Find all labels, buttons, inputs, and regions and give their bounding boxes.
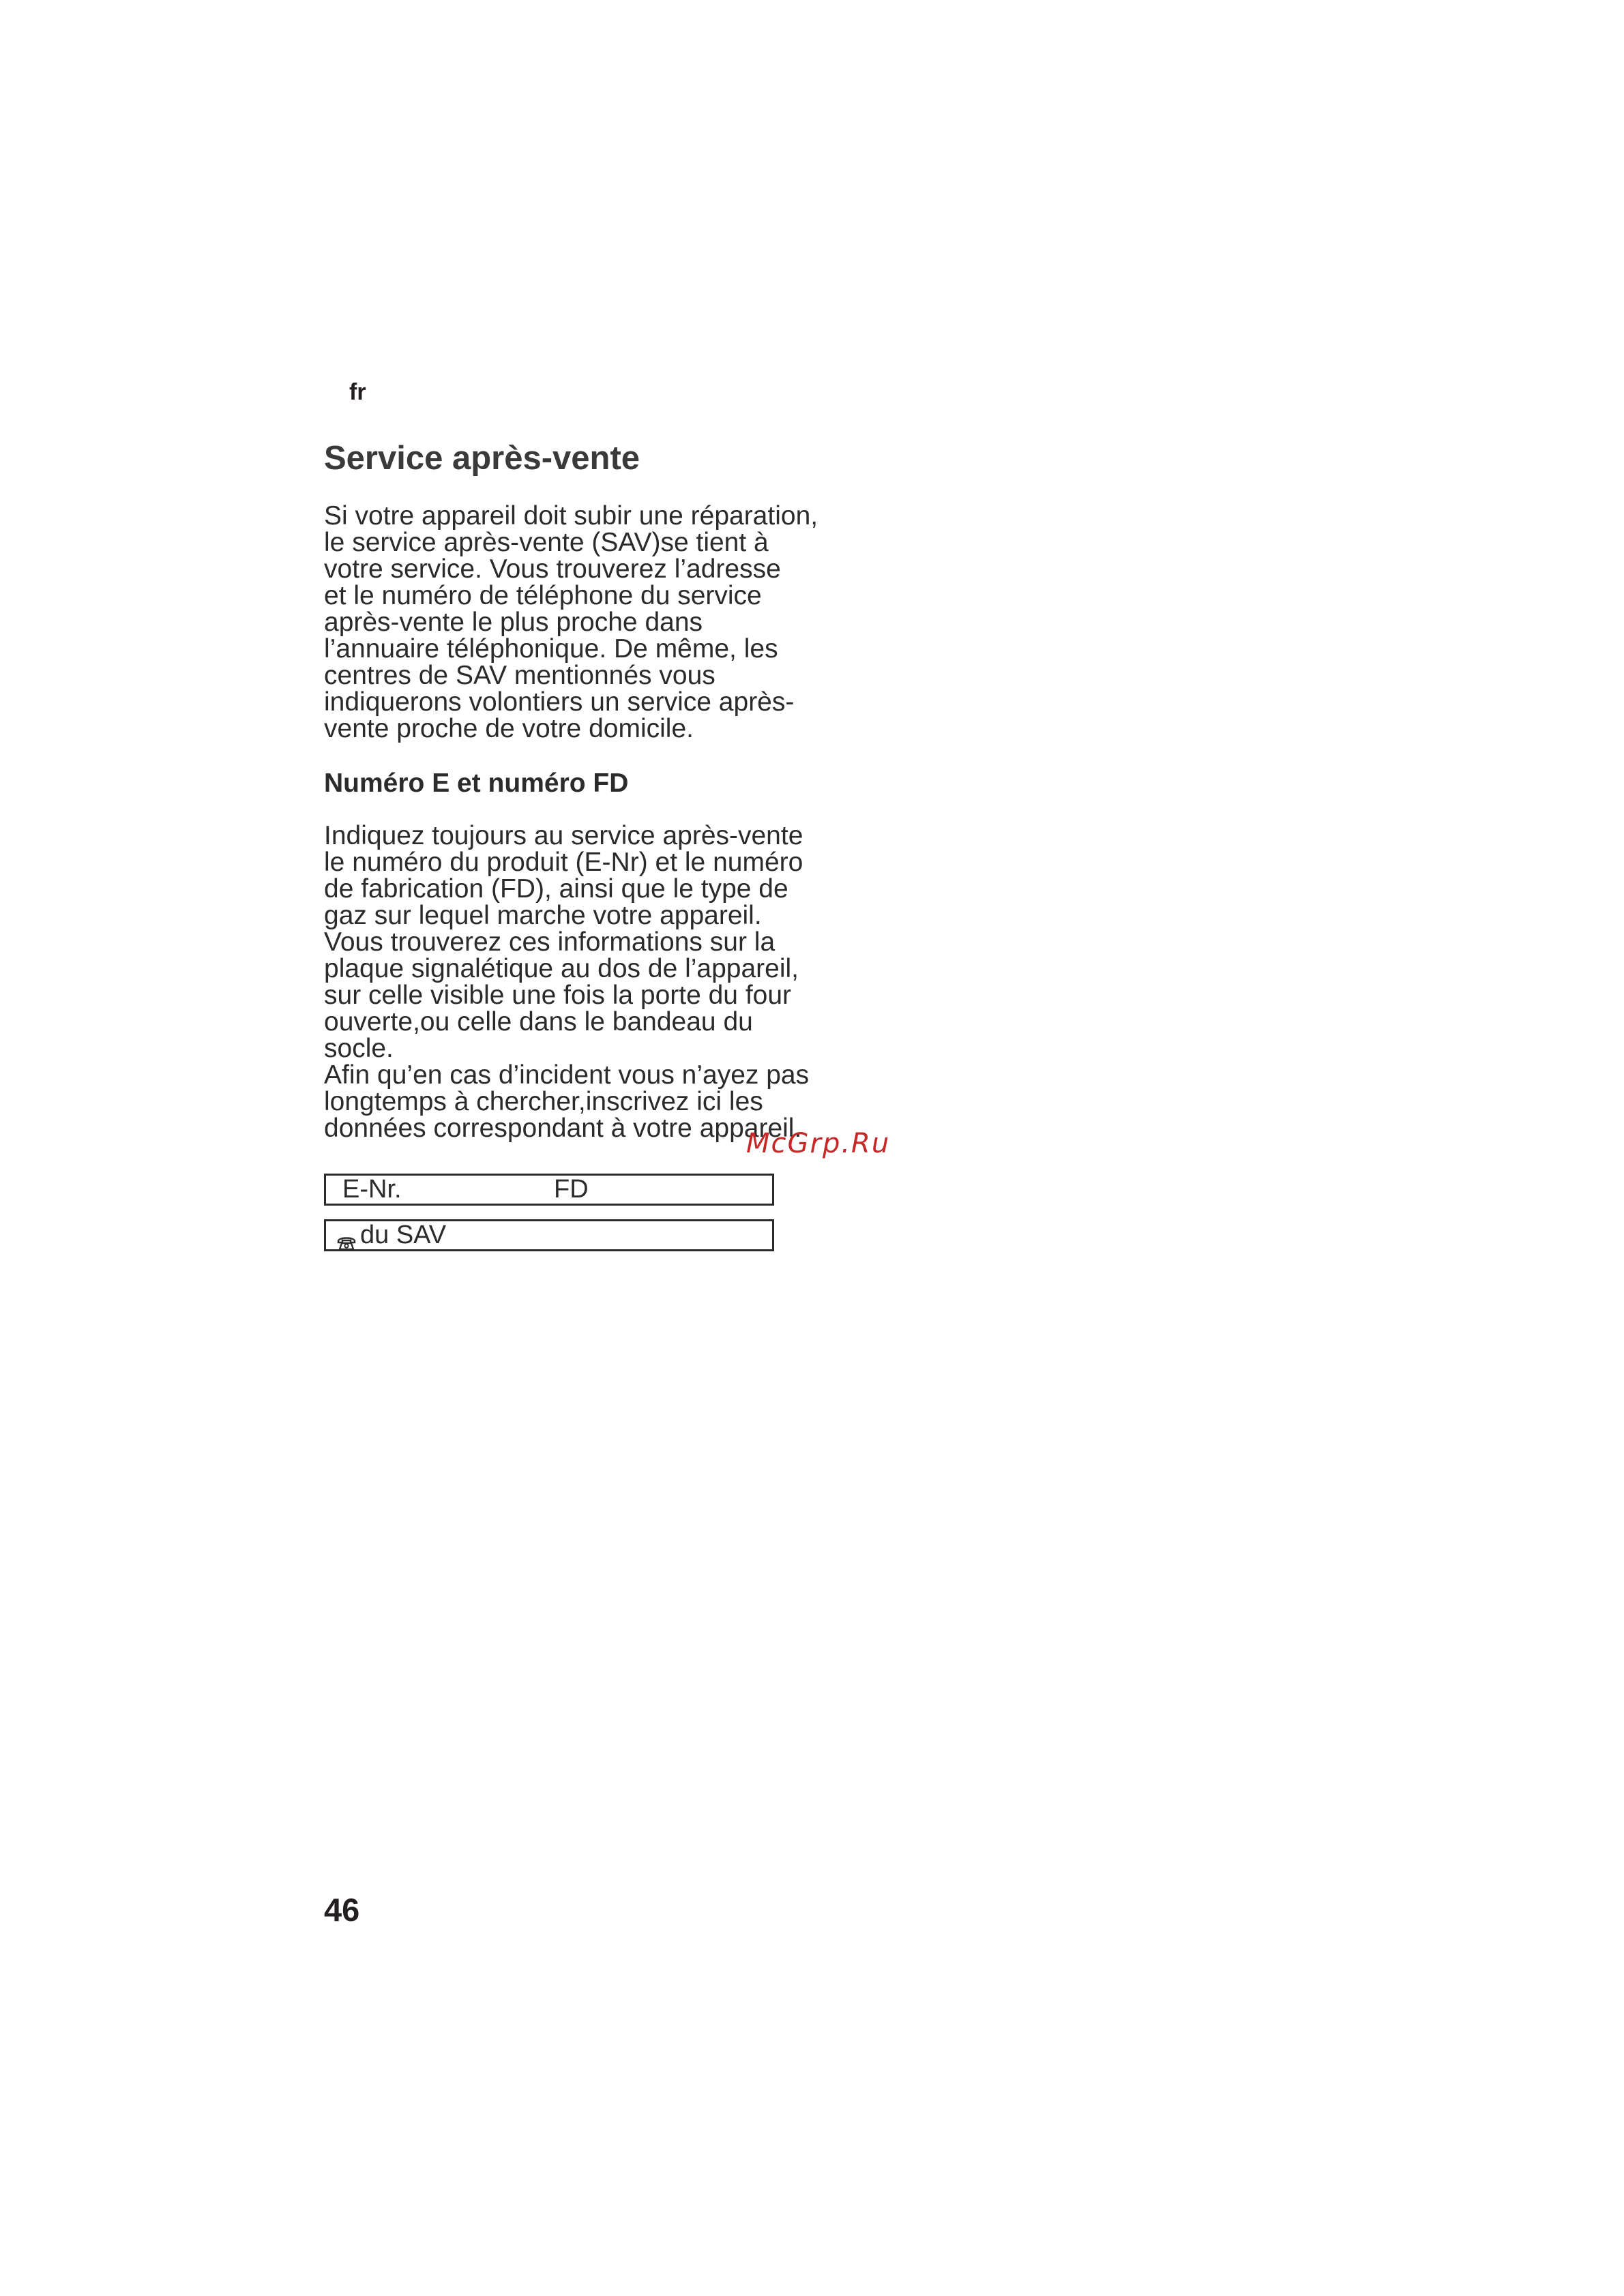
page-title: Service après-vente (324, 440, 640, 477)
intro-line: l’annuaire téléphonique. De même, les (324, 634, 778, 664)
info-line: sur celle visible une fois la porte du four (324, 981, 792, 1010)
intro-line: Si votre appareil doit subir une réparation, (324, 501, 818, 531)
info-line: ouverte,ou celle dans le bandeau du (324, 1007, 753, 1037)
intro-line: centres de SAV mentionnés vous (324, 661, 715, 690)
info-line: longtemps à chercher,inscrivez ici les (324, 1087, 763, 1116)
sav-label-text: du SAV (360, 1221, 447, 1249)
intro-line: vente proche de votre domicile. (324, 714, 694, 743)
fd-label: FD (554, 1175, 589, 1204)
watermark: McGrp.Ru (746, 1128, 891, 1159)
info-line: Afin qu’en cas d’incident vous n’ayez pas (324, 1060, 810, 1090)
language-tag: fr (349, 379, 366, 405)
intro-line: et le numéro de téléphone du service (324, 581, 762, 610)
intro-line: le service après-vente (SAV)se tient à (324, 528, 769, 557)
info-line: le numéro du produit (E-Nr) et le numéro (324, 848, 803, 877)
info-line: données correspondant à votre appareil. (324, 1114, 802, 1143)
info-line: plaque signalétique au dos de l’appareil, (324, 954, 799, 983)
info-line: socle. (324, 1034, 394, 1063)
info-line: gaz sur lequel marche votre appareil. (324, 901, 762, 930)
info-line: Indiquez toujours au service après-vente (324, 821, 803, 850)
intro-line: après-vente le plus proche dans (324, 608, 703, 637)
sav-phone-label (337, 1221, 446, 1249)
intro-line: votre service. Vous trouverez l’adresse (324, 554, 781, 584)
info-line: Vous trouverez ces informations sur la (324, 927, 776, 957)
page-number: 46 (324, 1892, 360, 1928)
section-subheading: Numéro E et numéro FD (324, 769, 629, 798)
enr-fd-field-box[interactable] (324, 1174, 774, 1206)
sav-phone-field-box[interactable] (324, 1219, 774, 1251)
intro-line: indiquerons volontiers un service après- (324, 687, 795, 717)
telephone-icon (337, 1229, 356, 1246)
info-line: de fabrication (FD), ainsi que le type de (324, 874, 788, 904)
enr-label: E-Nr. (342, 1175, 402, 1204)
intro-paragraph (324, 503, 818, 742)
info-paragraph (324, 822, 809, 1142)
